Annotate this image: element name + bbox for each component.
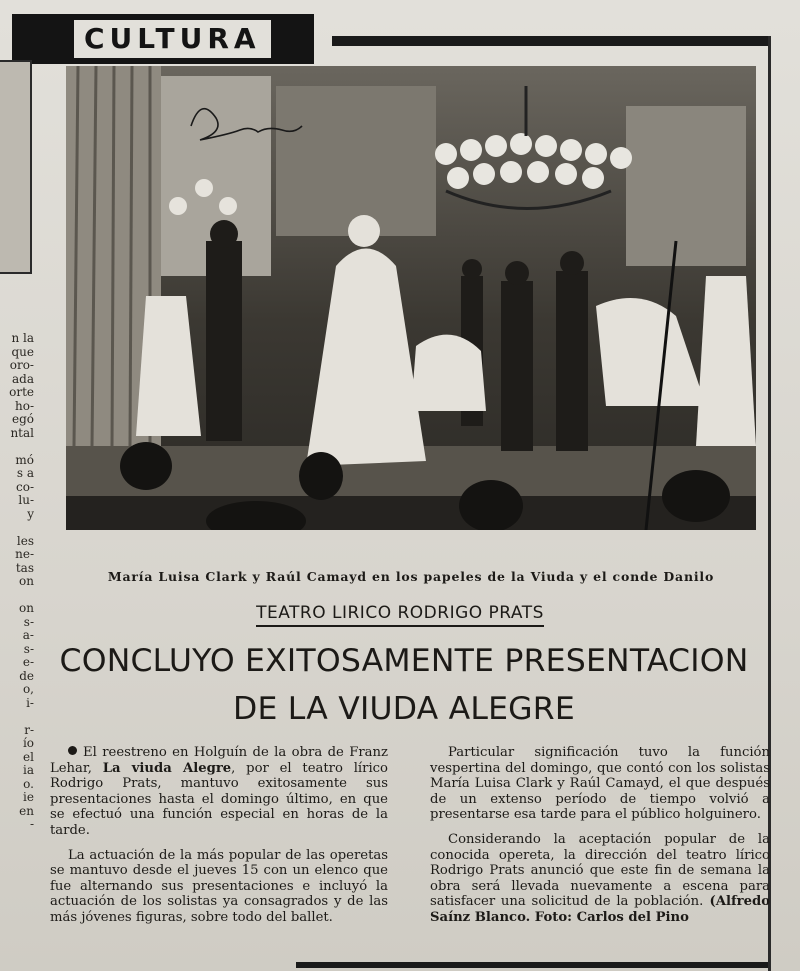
section-label: CULTURA [74,20,271,58]
stage-photo [66,66,756,530]
adjacent-column-fragment: orte [9,386,34,399]
adjacent-column-fragment: e- [22,656,34,669]
adjacent-column-fragment: el [23,750,34,764]
kicker-text: TEATRO LIRICO RODRIGO PRATS [256,603,544,627]
adjacent-column-fragment: a- [22,629,34,642]
top-rule [332,36,768,46]
adjacent-column-fragment: r- [24,723,34,737]
adjacent-column-fragment: o, [22,683,34,696]
adjacent-column-fragment: o. [23,777,34,791]
adjacent-column-fragment: ie [23,791,34,804]
adjacent-column-fragment: egó [11,413,34,426]
adjacent-column-fragment: oro- [9,359,34,372]
stage-photo-icon [66,66,756,530]
headline-line-2: DE LA VIUDA ALEGRE [233,691,575,727]
adjacent-column-fragment: on [19,602,34,615]
paragraph: Particular significación tuvo la función vespertina del domingo, que contó con los solistas María Luisa Clark y Raúl Camayd, el que después de un extenso período de tiempo volvió a presentarse esa tarde para el público holguinero. [430,745,770,823]
adjacent-column-box [0,60,32,274]
headline-line-1: CONCLUYO EXITOSAMENTE PRESENTACION [59,643,749,679]
photo-caption: María Luisa Clark y Raúl Camayd en los papeles de la Viuda y el conde Danilo [107,569,715,584]
adjacent-column-fragment: les [16,534,34,548]
adjacent-column-fragment: ia [23,764,34,777]
bullet-icon [68,746,77,755]
bottom-rule [296,962,768,968]
adjacent-column-fragment: s- [23,642,34,656]
adjacent-column-fragment: mó [15,453,34,467]
article-column-right [430,745,770,935]
adjacent-column-fragment: i- [26,696,34,710]
paragraph-text: , por el teatro lírico Rodrigo Prats, mantuvo exitosamente sus presentaciones hasta el domingo último, en que se efectuó una función especial en horas de la tarde. [50,760,388,838]
adjacent-column-fragment: ho- [14,399,34,413]
byline-credit: (Alfredo Saínz Blanco. Foto: Carlos del Pino [430,894,770,925]
adjacent-column-fragment: que [11,345,34,359]
adjacent-column-fragment: on [19,575,34,588]
adjacent-column-fragment: ntal [10,426,34,440]
paragraph-text: El reestreno en Holguín de la obra de Franz Lehar, [50,745,388,776]
adjacent-column-fragment: ne- [15,548,34,561]
work-title: La viuda Alegre [102,760,232,776]
adjacent-column-fragment: - [29,818,34,831]
paragraph [50,745,388,839]
adjacent-column-fragment: s- [23,615,34,629]
adjacent-column-fragment: co- [16,480,34,494]
paragraph [430,832,770,926]
adjacent-column-fragment: lu- [18,494,34,507]
paragraph-text: Considerando la aceptación popular de la conocida opereta, la dirección del teatro lírico Rodrigo Prats anunció que este fin de semana la obra será llevada nuevamente a escena para satisfacer una solicitud de la población. [430,831,770,910]
adjacent-column-fragment: ío [22,737,34,750]
adjacent-column-fragment: tas [15,561,34,575]
adjacent-column-fragment: ada [12,372,34,386]
adjacent-column-fragment: n la [11,332,34,345]
paragraph: La actuación de la más popular de las operetas se mantuvo desde el jueves 15 con un elenco que fue alternando sus presentaciones e incluyó la actuación de los solistas ya consagrados y de las más jóvenes figuras, sobre todo del ballet. [50,847,388,925]
article-column-left [50,745,388,935]
adjacent-column-fragment: y [27,507,34,521]
adjacent-column-fragment: en [19,804,34,818]
kicker [0,603,800,623]
adjacent-column-fragment: de [19,669,34,683]
adjacent-column-fragment: s a [16,467,34,480]
